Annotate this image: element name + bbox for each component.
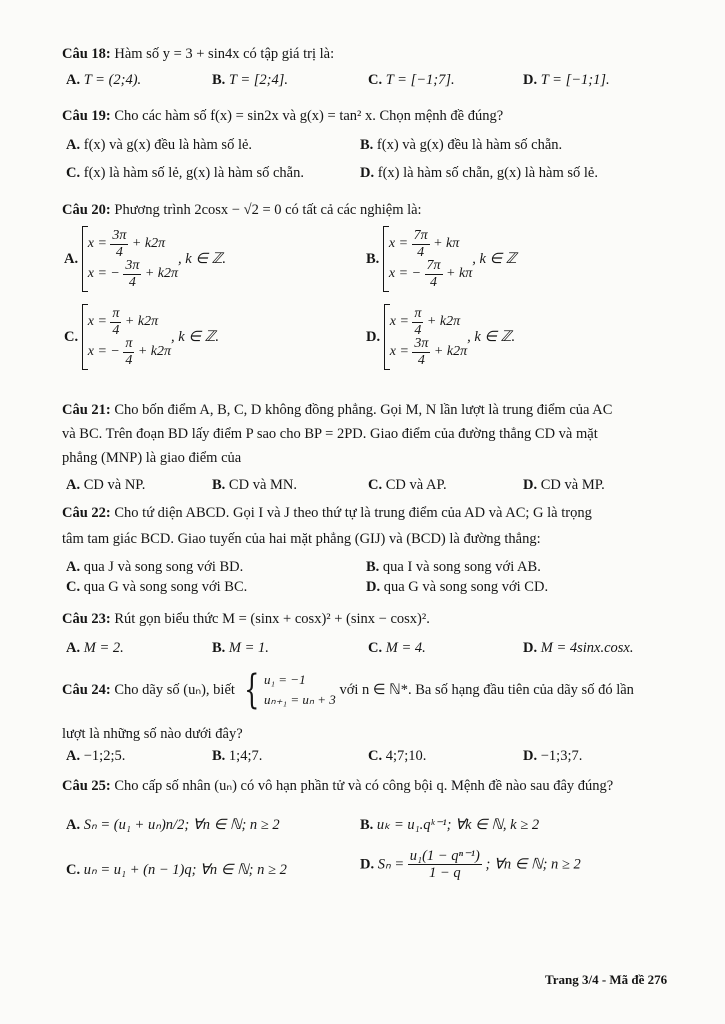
option-a[interactable]: A. f(x) và g(x) đều là hàm số lẻ. bbox=[66, 137, 253, 153]
option-b[interactable]: B. 1;4;7. bbox=[212, 748, 263, 764]
option-d[interactable]: D. qua G và song song với CD. bbox=[366, 579, 549, 595]
option-d[interactable]: D. T = [−1;1]. bbox=[523, 72, 610, 88]
option-a[interactable]: A. T = (2;4). bbox=[66, 72, 142, 88]
option-b[interactable]: B. M = 1. bbox=[212, 640, 269, 656]
option-d[interactable]: D. −1;3;7. bbox=[523, 748, 583, 764]
option-a[interactable]: A. M = 2. bbox=[66, 640, 124, 656]
question-20: Câu 20: Phương trình 2cosx − √2 = 0 có tất cả các nghiệm là: bbox=[62, 202, 422, 218]
question-text-line: và BC. Trên đoạn BD lấy điểm P sao cho BP = 2PD. Giao điểm của đường thẳng CD và mặt bbox=[62, 426, 598, 442]
question-label: Câu 18: bbox=[62, 46, 111, 62]
question-22: Câu 22: Cho tứ diện ABCD. Gọi I và J theo thứ tự là trung điểm của AD và AC; G là trọng bbox=[62, 505, 592, 521]
option-c[interactable]: C. uₙ = u₁ + (n − 1)q; ∀n ∈ ℕ; n ≥ 2 bbox=[66, 862, 287, 878]
option-b[interactable]: B. uₖ = u₁.qᵏ⁻¹; ∀k ∈ ℕ, k ≥ 2 bbox=[360, 817, 540, 833]
question-text-line: tâm tam giác BCD. Giao tuyến của hai mặt phẳng (GIJ) và (BCD) là đường thẳng: bbox=[62, 531, 541, 547]
option-d[interactable]: D. Sₙ = $\frac{\text{u₁(1 − qⁿ⁻¹)}}{1 - q}$ ; ∀n ∈ ℕ; n ≥ 2 bbox=[360, 848, 581, 881]
question-25: Câu 25: Cho cấp số nhân (uₙ) có vô hạn phần tử và có công bội q. Mệnh đề nào sau đây đúng? bbox=[62, 778, 614, 794]
question-21: Câu 21: Cho bốn điểm A, B, C, D không đồng phẳng. Gọi M, N lần lượt là trung điểm của AC bbox=[62, 402, 613, 418]
question-19: Câu 19: Cho các hàm số f(x) = sin2x và g(x) = tan² x. Chọn mệnh đề đúng? bbox=[62, 108, 504, 124]
option-b[interactable]: B. CD và MN. bbox=[212, 477, 297, 493]
brace: { bbox=[243, 667, 259, 713]
question-23: Câu 23: Rút gọn biểu thức M = (sinx + cosx)² + (sinx − cosx)². bbox=[62, 611, 430, 627]
option-d[interactable]: D. M = 4sinx.cosx. bbox=[523, 640, 634, 656]
option-c[interactable]: C. CD và AP. bbox=[368, 477, 447, 493]
option-c[interactable]: C. x = $\frac{\pi}{4}$ + k2π x = − $\frac{\pi}{4}$ + k2π , k ∈ ℤ. bbox=[64, 304, 219, 370]
option-d[interactable]: D. x = $\frac{\pi}{4}$ + k2π x = $\frac{3\pi}{4}$ + k2π , k ∈ ℤ. bbox=[366, 304, 515, 370]
option-a[interactable]: A. qua J và song song với BD. bbox=[66, 559, 244, 575]
option-a[interactable]: A. Sₙ = (u₁ + uₙ)n/2; ∀n ∈ ℕ; n ≥ 2 bbox=[66, 817, 280, 833]
option-c[interactable]: C. qua G và song song với BC. bbox=[66, 579, 248, 595]
option-c[interactable]: C. M = 4. bbox=[368, 640, 426, 656]
option-c[interactable]: C. T = [−1;7]. bbox=[368, 72, 455, 88]
question-text-line: lượt là những số nào dưới đây? bbox=[62, 726, 243, 742]
option-c[interactable]: C. f(x) là hàm số lẻ, g(x) là hàm số chẵn. bbox=[66, 165, 304, 181]
option-a[interactable]: A. −1;2;5. bbox=[66, 748, 126, 764]
option-d[interactable]: D. f(x) là hàm số chẵn, g(x) là hàm số lẻ. bbox=[360, 165, 598, 181]
option-a[interactable]: A. CD và NP. bbox=[66, 477, 146, 493]
page-footer: Trang 3/4 - Mã đề 276 bbox=[545, 972, 668, 987]
question-text: Hàm số y = 3 + sin4x có tập giá trị là: bbox=[114, 46, 335, 62]
option-a[interactable]: A. x = $\frac{3\pi}{4}$ + k2π x = − $\frac{3\pi}{4}$ + k2π , k ∈ ℤ. bbox=[64, 226, 226, 292]
question-text-line: phẳng (MNP) là giao điểm của bbox=[62, 450, 242, 466]
option-b[interactable]: B. x = $\frac{7\pi}{4}$ + kπ x = − $\frac{7\pi}{4}$ + kπ , k ∈ ℤ bbox=[366, 226, 517, 292]
question-18 bbox=[62, 44, 334, 64]
question-24: Câu 24: Cho dãy số (uₙ), biết { u₁ = −1 uₙ₊₁ = uₙ + 3 với n ∈ ℕ*. Ba số hạng đầu tiên của dãy số đó lần bbox=[62, 667, 634, 713]
option-c[interactable]: C. 4;7;10. bbox=[368, 748, 427, 764]
option-b[interactable]: B. f(x) và g(x) đều là hàm số chẵn. bbox=[360, 137, 563, 153]
option-d[interactable]: D. CD và MP. bbox=[523, 477, 605, 493]
option-b[interactable]: B. qua I và song song với AB. bbox=[366, 559, 541, 575]
option-b[interactable]: B. T = [2;4]. bbox=[212, 72, 288, 88]
